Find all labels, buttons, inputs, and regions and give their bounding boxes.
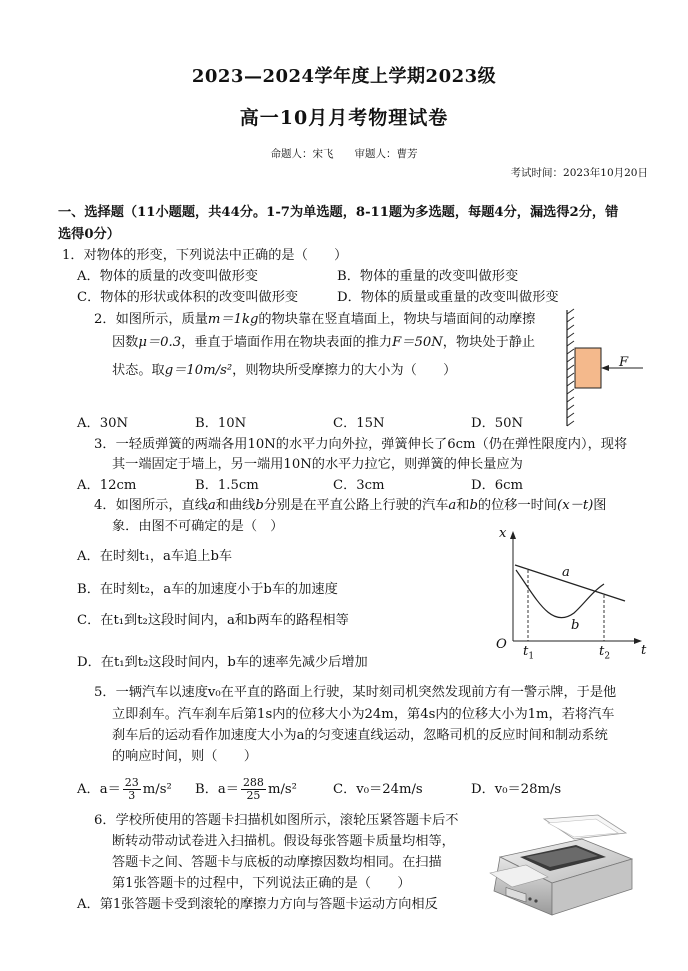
q6-scanner-image <box>486 813 638 923</box>
q5-option-d: D．v₀＝28m/s <box>471 782 562 797</box>
exam-authors: 命题人：宋飞 审题人：曹芳 <box>270 148 418 160</box>
q1-option-d: D．物体的质量或重量的改变叫做形变 <box>337 290 559 305</box>
q5-option-a: A．a＝ $\frac{23}{3}$ m/s² <box>77 776 172 802</box>
q4-stem-line1: 4．如图所示，直线a和曲线b分别是在平直公路上行驶的汽车a和b的位移一时间(x－t)图 <box>94 498 607 513</box>
q5-option-b: B．a＝ $\frac{288}{25}$ m/s² <box>195 776 297 802</box>
q2-option-a: A．30N <box>77 416 129 431</box>
graph-curve-b-label: b <box>571 618 580 633</box>
q3-stem-line2: 其一端固定于墙上，另一端用10N的水平力拉它，则弹簧的伸长量应为 <box>112 457 523 472</box>
q3-option-a: A．12cm <box>77 478 137 493</box>
q6-stem-line1: 6．学校所使用的答题卡扫描机如图所示，滚轮压紧答题卡后不 <box>94 813 459 828</box>
q3-stem-line1: 3．一轻质弹簧的两端各用10N的水平力向外拉，弹簧伸长了6cm（仍在弹性限度内），现将 <box>94 437 628 452</box>
q6-stem-line4: 第1张答题卡的过程中，下列说法正确的是（ ） <box>112 876 411 891</box>
q2-wall-block-figure <box>555 308 655 428</box>
q3-option-d: D．6cm <box>471 478 524 493</box>
q6-stem-line2: 断转动带动试卷进入扫描机。假设每张答题卡质量均相等， <box>112 834 455 849</box>
section-heading: 一、选择题（11小题题，共44分。1-7为单选题，8-11题为多选题，每题4分，漏选得2分，错 <box>58 205 619 220</box>
graph-origin-label: O <box>496 637 507 652</box>
q5-stem-line3: 刹车后的运动看作加速度大小为a的匀变速直线运动，忽略司机的反应时间和制动系统 <box>112 728 608 743</box>
q1-option-b: B．物体的重量的改变叫做形变 <box>337 269 519 284</box>
q2-option-c: C．15N <box>333 416 385 431</box>
q4-option-b: B．在时刻t₂，a车的加速度小于b车的加速度 <box>77 582 338 597</box>
graph-y-label: x <box>499 526 507 541</box>
section-heading-cont: 选得0分） <box>58 227 120 242</box>
graph-t1-label: $t_1$ <box>523 644 535 662</box>
graph-curve-b <box>516 570 604 618</box>
graph-line-a <box>515 565 625 601</box>
q3-option-b: B．1.5cm <box>195 478 259 493</box>
q4-stem-line2: 象．由图不可确定的是（ ） <box>112 519 284 534</box>
q2-stem-line1: 2．如图所示，质量m＝1kg的物块靠在竖直墙面上，物块与墙面间的动摩擦 <box>94 312 536 327</box>
q4-option-c: C．在t₁到t₂这段时间内，a和b两车的路程相等 <box>77 613 349 628</box>
q2-stem-line2: 因数μ＝0.3，垂直于墙面作用在物块表面的推力F＝50N，物块处于静止 <box>112 335 536 350</box>
exam-title-line1: 2023—2024学年度上学期2023级 <box>191 66 497 87</box>
q2-stem-line3: 状态。取g＝10m/s²，则物块所受摩擦力的大小为（ ） <box>112 363 457 378</box>
q2-block <box>575 348 601 388</box>
exam-title-line2: 高一10月月考物理试卷 <box>239 107 449 129</box>
q2-option-b: B．10N <box>195 416 247 431</box>
q1-option-c: C．物体的形状或体积的改变叫做形变 <box>77 290 299 305</box>
graph-line-a-label: a <box>562 565 570 580</box>
q4-option-a: A．在时刻t₁，a车追上b车 <box>77 549 233 564</box>
graph-t2-label: $t_2$ <box>599 644 611 662</box>
q6-option-a: A．第1张答题卡受到滚轮的摩擦力方向与答题卡运动方向相反 <box>77 897 438 912</box>
graph-x-label: t <box>641 643 647 658</box>
q1-option-a: A．物体的质量的改变叫做形变 <box>77 269 258 284</box>
q5-option-c: C．v₀＝24m/s <box>333 782 423 797</box>
q1-stem: 1．对物体的形变，下列说法中正确的是（ ） <box>62 248 348 263</box>
q5-stem-line1: 5．一辆汽车以速度v₀在平直的路面上行驶，某时刻司机突然发现前方有一警示牌，于是他 <box>94 685 617 700</box>
q2-option-d: D．50N <box>471 416 524 431</box>
exam-time: 考试时间：2023年10月20日 <box>510 167 648 179</box>
q6-stem-line3: 答题卡之间、答题卡与底板的动摩擦因数均相同。在扫描 <box>112 855 442 870</box>
q5-stem-line2: 立即刹车。汽车刹车后第1s内的位移大小为24m，第4s内的位移大小为1m，若将汽车 <box>112 707 615 722</box>
q3-option-c: C．3cm <box>333 478 385 493</box>
q5-stem-line4: 的响应时间，则（ ） <box>112 749 258 764</box>
q4-option-d: D．在t₁到t₂这段时间内，b车的速率先减少后增加 <box>77 655 368 670</box>
q2-force-label: F <box>619 355 629 370</box>
